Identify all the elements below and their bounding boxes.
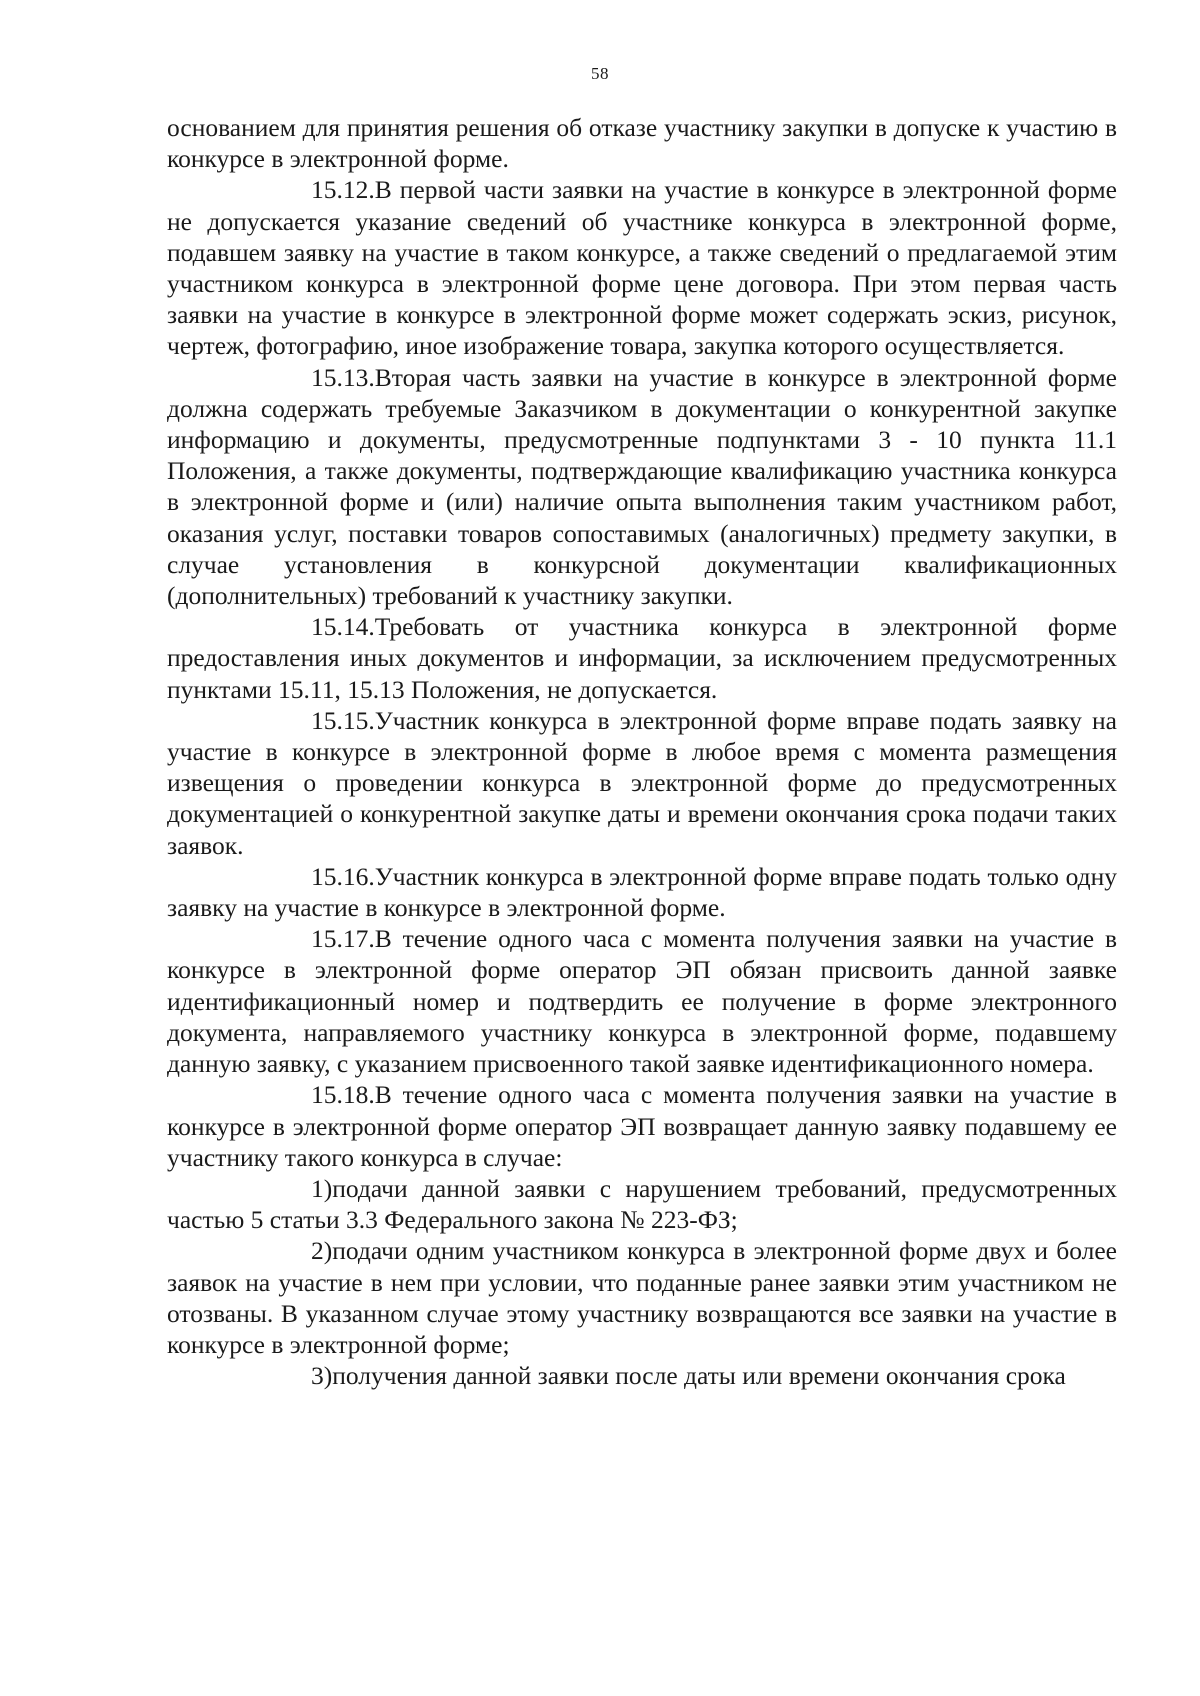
paragraph-number: 15.18. bbox=[311, 1080, 375, 1110]
paragraph-text: В первой части заявки на участие в конкурсе в электронной форме не допускается указание сведений об участнике конкурса в электронной форме, подавшем заявку на участие в таком конкурсе, а также сведений о предлагаемой этим участником конкурса в электронной форме цене договора. При этом первая часть заявки на участие в конкурсе в электронной форме может содержать эскиз, рисунок, чертеж, фотографию, иное изображение товара, закупка которого осуществляется. bbox=[167, 175, 1117, 361]
list-item-text: подачи одним участником конкурса в электронной форме двух и более заявок на участие в нем при условии, что поданные ранее заявки этим участником не отозваны. В указанном случае этому участнику возвращаются все заявки на участие в конкурсе в электронной форме; bbox=[167, 1236, 1117, 1359]
page-number: 58 bbox=[591, 64, 609, 83]
paragraph-15-14 bbox=[167, 611, 1117, 705]
list-item-number: 1) bbox=[311, 1173, 333, 1203]
paragraph-number: 15.16. bbox=[311, 861, 375, 891]
paragraph-number: 15.14. bbox=[311, 612, 375, 642]
paragraph-15-12 bbox=[167, 174, 1117, 361]
paragraph-15-18 bbox=[167, 1079, 1117, 1173]
paragraph-number: 15.12. bbox=[311, 175, 375, 205]
list-item bbox=[167, 1360, 1117, 1391]
paragraph-number: 15.15. bbox=[311, 705, 375, 735]
paragraph-15-13 bbox=[167, 362, 1117, 612]
paragraph-text: В течение одного часа с момента получения заявки на участие в конкурсе в электронной форме оператор ЭП обязан присвоить данной заявке идентификационный номер и подтвердить ее получение в форме электронного документа, направляемого участнику конкурса в электронной форме, подавшему данную заявку, с указанием присвоенного такой заявке идентификационного номера. bbox=[167, 924, 1117, 1079]
paragraph-text: Требовать от участника конкурса в электронной форме предоставления иных документов и информации, за исключением предусмотренных пунктами 15.11, 15.13 Положения, не допускается. bbox=[167, 612, 1117, 704]
list-item-number: 2) bbox=[311, 1236, 333, 1266]
paragraph-15-15 bbox=[167, 705, 1117, 861]
list-item bbox=[167, 1235, 1117, 1360]
paragraph-continuation bbox=[167, 112, 1117, 174]
paragraph-number: 15.13. bbox=[311, 362, 375, 392]
list-item-text: получения данной заявки после даты или времени окончания срока bbox=[332, 1361, 1066, 1391]
paragraph-text: В течение одного часа с момента получения заявки на участие в конкурсе в электронной форме оператор ЭП возвращает данную заявку подавшему ее участнику такого конкурса в случае: bbox=[167, 1080, 1117, 1172]
document-body bbox=[167, 112, 1117, 1391]
list-item-number: 3) bbox=[311, 1361, 333, 1391]
paragraph-text: Участник конкурса в электронной форме вправе подать только одну заявку на участие в конкурсе в электронной форме. bbox=[167, 861, 1117, 923]
list-item bbox=[167, 1173, 1117, 1235]
paragraph-text: Участник конкурса в электронной форме вправе подать заявку на участие в конкурсе в электронной форме в любое время с момента размещения извещения о проведении конкурса в электронной форме до предусмотренных документацией о конкурентной закупке даты и времени окончания срока подачи таких заявок. bbox=[167, 705, 1117, 860]
list-item-text: подачи данной заявки с нарушением требований, предусмотренных частью 5 статьи 3.3 Федерального закона № 223-ФЗ; bbox=[167, 1173, 1117, 1235]
paragraph-text: Вторая часть заявки на участие в конкурсе в электронной форме должна содержать требуемые Заказчиком в документации о конкурентной закупке информацию и документы, предусмотренные подпунктами 3 - 10 пункта 11.1 Положения, а также документы, подтверждающие квалификацию участника конкурса в электронной форме и (или) наличие опыта выполнения таким участником работ, оказания услуг, поставки товаров сопоставимых (аналогичных) предмету закупки, в случае установления в конкурсной документации квалификационных (дополнительных) требований к участнику закупки. bbox=[167, 362, 1117, 611]
paragraph-number: 15.17. bbox=[311, 924, 375, 954]
paragraph-15-17 bbox=[167, 923, 1117, 1079]
paragraph-15-16 bbox=[167, 861, 1117, 923]
paragraph-text: основанием для принятия решения об отказе участнику закупки в допуске к участию в конкурсе в электронной форме. bbox=[167, 113, 1117, 174]
